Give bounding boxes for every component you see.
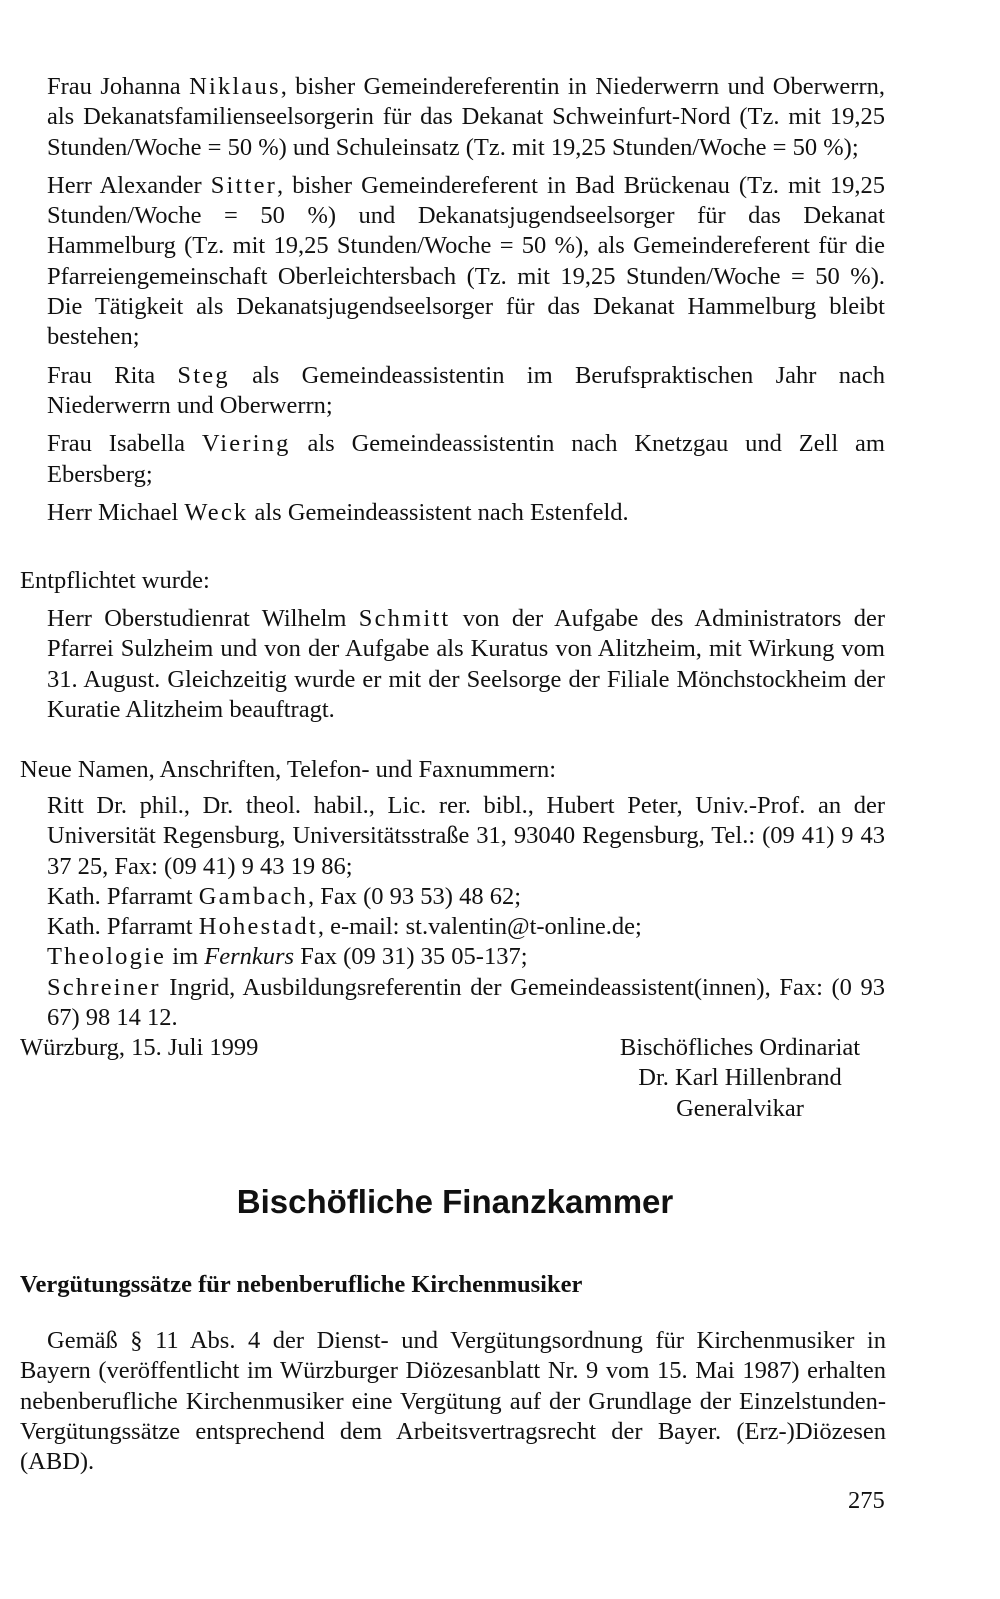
entry-name: Niklaus bbox=[189, 73, 281, 100]
entry-text: Herr Oberstudienrat Wilhelm bbox=[47, 605, 359, 632]
entry-text: , Fax (0 93 53) 48 62; bbox=[308, 882, 521, 910]
entry-text: Ingrid, Ausbildungsreferentin der Gemeindeassistent(innen), Fax: (0 93 67) 98 14 12. bbox=[47, 973, 885, 1032]
entry-text: Frau Isabella bbox=[47, 430, 202, 458]
signature-role: Generalvikar bbox=[676, 1094, 804, 1122]
entry-name: Theologie bbox=[47, 943, 167, 971]
entry-name: Viering bbox=[201, 430, 291, 458]
appointments-list bbox=[47, 72, 885, 536]
entry-text: Frau Johanna bbox=[47, 73, 190, 100]
entry-theologie bbox=[47, 942, 885, 972]
entry-text: , bisher Gemeindereferent in Bad Brückenau (Tz. mit 19,25 Stunden/Woche = 50 %) und Dekanatsjugendseelsorger für das Dekanat Hammelburg (Tz. mit 19,25 Stunden/Woche = 50 %), als Gemeindereferent für die Pfarreiengemeinschaft Oberleichtersbach (Tz. mit 19,25 Stunden/Woche = 50 %). Die Tätigkeit als Dekanatsjugendseelsorger für das Dekanat Hammelburg bleibt bestehen; bbox=[47, 171, 885, 351]
entry-name: Weck bbox=[184, 498, 249, 526]
section-subheading: Vergütungssätze für nebenberufliche Kirchenmusiker bbox=[20, 1271, 583, 1298]
entry-text: als Gemeindeassistent nach Estenfeld. bbox=[248, 498, 629, 526]
section-heading: Bischöfliche Finanzkammer bbox=[236, 1183, 674, 1220]
entpflichtet-label: Entpflichtet wurde: bbox=[20, 567, 210, 594]
entry-hohestadt bbox=[47, 912, 885, 942]
entry-text: als Gemeindeassistentin im Berufspraktischen Jahr nach Niederwerrn und Oberwerrn; bbox=[47, 361, 885, 419]
entry-weck bbox=[47, 498, 885, 528]
entry-text: als Gemeindeassistentin nach Knetzgau und Zell am Ebersberg; bbox=[47, 430, 885, 488]
neue-namen-label: Neue Namen, Anschriften, Telefon- und Faxnummern: bbox=[20, 756, 557, 783]
entry-viering bbox=[47, 429, 885, 490]
section-body: Gemäß § 11 Abs. 4 der Dienst- und Vergütungsordnung für Kirchenmusiker in Bayern (veröffentlicht im Würzburger Diözesanblatt Nr. 9 vom 15. Mai 1987) erhalten nebenberufliche Kirchenmusiker eine Vergütung auf der Grundlage der Einzelstunden-Vergütungssätze entsprechend dem Arbeitsvertragsrecht der Bayer. (Erz-)Diözesen (ABD). bbox=[20, 1327, 886, 1476]
entry-italic: Fernkurs bbox=[204, 943, 295, 971]
entry-steg bbox=[47, 361, 885, 422]
entry-name: Schmitt bbox=[358, 605, 451, 632]
entry-name: Steg bbox=[177, 361, 230, 389]
entry-name: Sitter bbox=[210, 171, 277, 199]
entry-schreiner bbox=[47, 973, 885, 1034]
entry-text: von der Aufgabe des Administrators der Pfarrei Sulzheim und von der Aufgabe als Kuratus von Alitzheim, mit Wirkung vom 31. August. Gleichzeitig wurde er mit der Seelsorge der Filiale Mönchstockheim der Kuratie Alitzheim beauftragt. bbox=[47, 605, 885, 723]
entry-text: Fax (09 31) 35 05-137; bbox=[294, 943, 528, 971]
neue-namen-section bbox=[47, 791, 885, 1033]
signature-person: Dr. Karl Hillenbrand bbox=[638, 1064, 842, 1092]
place-date: Würzburg, 15. Juli 1999 bbox=[20, 1034, 259, 1061]
entry-text: Kath. Pfarramt bbox=[47, 882, 199, 910]
signature-org: Bischöfliches Ordinariat bbox=[619, 1034, 861, 1061]
signature-block bbox=[600, 1033, 880, 1124]
entry-name: Gambach bbox=[198, 882, 308, 910]
entry-niklaus bbox=[47, 72, 885, 163]
entry-name: Hohestadt bbox=[198, 913, 318, 941]
entry-name: Schreiner bbox=[47, 973, 161, 1001]
page-number: 275 bbox=[848, 1487, 885, 1514]
entry-text: Kath. Pfarramt bbox=[47, 913, 199, 941]
entry-ritt: Ritt Dr. phil., Dr. theol. habil., Lic. rer. bibl., Hubert Peter, Univ.-Prof. an der Universität Regensburg, Universitätsstraße 31, 93040 Regensburg, Tel.: (09 41) 9 43 37 25, Fax: (09 41) 9 43 19 86; bbox=[47, 792, 885, 880]
entry-text: Frau Rita bbox=[47, 361, 178, 389]
entry-gambach bbox=[47, 882, 885, 912]
entry-text: im bbox=[166, 943, 205, 971]
entry-text: , e-mail: st.valentin@t-online.de; bbox=[317, 913, 642, 941]
entry-text: Herr Alexander bbox=[47, 171, 211, 199]
entry-sitter bbox=[47, 171, 885, 353]
entpflichtet-section bbox=[47, 604, 885, 733]
entry-text: , bisher Gemeindereferentin in Niederwerrn und Oberwerrn, als Dekanatsfamilienseelsorgerin für das Dekanat Schweinfurt-Nord (Tz. mit 19,25 Stunden/Woche = 50 %) und Schuleinsatz (Tz. mit 19,25 Stunden/Woche = 50 %); bbox=[47, 73, 885, 161]
entry-schmitt bbox=[47, 604, 885, 725]
entry-text: Herr Michael bbox=[47, 498, 185, 526]
